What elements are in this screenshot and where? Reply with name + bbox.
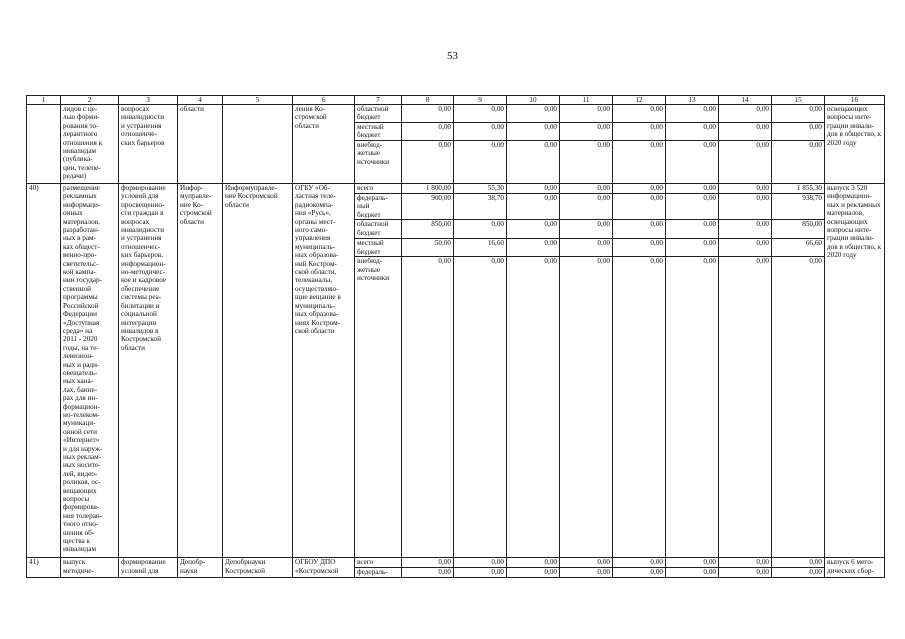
funding-value: 0,00 [560,194,613,220]
funding-value: 0,00 [560,123,613,141]
column-header-6: 6 [293,96,355,105]
funding-value: 0,00 [613,220,666,239]
funding-value: 0,00 [666,184,719,194]
expected-result: освещающих вопросы инте- грации инвали- дов в общество, к 2020 году [825,105,885,184]
funding-value: 0,00 [772,141,825,184]
column-header-13: 13 [666,96,719,105]
funding-value: 850,00 [772,220,825,239]
funding-value: 38,70 [454,194,507,220]
funding-value: 0,00 [772,568,825,578]
column-header-2: 2 [61,96,119,105]
funding-value: 0,00 [454,141,507,184]
event-goal: формирование условий для [119,558,178,578]
column-header-9: 9 [454,96,507,105]
column-header-12: 12 [613,96,666,105]
funding-value: 0,00 [454,220,507,239]
funding-value: 0,00 [402,141,454,184]
column-header-10: 10 [507,96,560,105]
funding-value: 0,00 [507,141,560,184]
event-name: выпуск методиче- [61,558,119,578]
funding-value: 0,00 [507,558,560,568]
funding-source-label: федераль- ный бюджет [355,194,402,220]
table-row [27,105,885,123]
funding-value: 1 800,00 [402,184,454,194]
responsible-executor: области [178,105,223,184]
funding-value: 0,00 [613,194,666,220]
funding-value: 0,00 [666,123,719,141]
expected-result: выпуск 3 520 информацион- ных и рекламных материалов, освещающих вопросы инте- грации инвали- дов в общество, к 2020 году [825,184,885,558]
funding-value: 0,00 [719,105,772,123]
funding-value: 0,00 [613,105,666,123]
funding-value: 0,00 [666,194,719,220]
funding-value: 0,00 [402,257,454,558]
funding-value: 0,00 [560,568,613,578]
column-header-16: 16 [825,96,885,105]
funding-source-label: всего [355,184,402,194]
funding-value: 0,00 [719,141,772,184]
funding-value: 0,00 [666,220,719,239]
funding-source-label: областной бюджет [355,220,402,239]
responsible-executor: Инфор- муправле- ние Ко- стромской области [178,184,223,558]
funding-value: 0,00 [507,194,560,220]
column-header-14: 14 [719,96,772,105]
event-goal: формирование условий для просвещенно- сти граждан в вопросах инвалидности и устранения отношенчес- ких барьеров, информацион- но-методичес- кое и кадровое обеспечение системы реа- билитации и социальной интеграции инвалидов в Костромской области [119,184,178,558]
funding-value: 0,00 [719,568,772,578]
funding-value: 0,00 [560,239,613,257]
funding-value: 0,00 [719,257,772,558]
funding-value: 900,00 [402,194,454,220]
funding-value: 850,00 [402,220,454,239]
event-name: лидов с це- лью форми- рования то- лерантного отношения к инвалидам (публика- ции, телепе- редачи) [61,105,119,184]
funding-value: 0,00 [772,123,825,141]
funding-value: 0,00 [719,123,772,141]
funding-value: 0,00 [666,105,719,123]
column-header-7: 7 [355,96,402,105]
funding-value: 0,00 [719,194,772,220]
funding-value: 0,00 [772,558,825,568]
funding-value: 938,70 [772,194,825,220]
event-name: размещение рекламных информаци- онных материалов, разработан- ных в рам- ках общест- венно-про- светительс- кой кампа- нии государ- ственной программы Российской Федерации «Доступная среда» на 2011 - 2020 годы, на те- левизион- ных и ради- овещатель- ных кана- лах, банне- рах для ин- формацион- но-телеком- муникаци- онной сети «Интернет» и для наруж- ных реклам- ных носите- лей, видео- роликов, ос- вещающих вопросы формирова- ния толеран- тного отно- шения об- щества к инвалидам [61,184,119,558]
funding-value: 16,60 [454,239,507,257]
funding-value: 0,00 [454,257,507,558]
funding-value: 0,00 [454,123,507,141]
funding-value: 0,00 [560,220,613,239]
column-header-3: 3 [119,96,178,105]
funding-source-label: областной бюджет [355,105,402,123]
funding-value: 0,00 [719,239,772,257]
funding-source-label: местный бюджет [355,123,402,141]
funding-value: 0,00 [613,558,666,568]
funding-source-label: внебюд- жетные источники [355,141,402,184]
participants: ОГБОУ ДПО «Костромской [293,558,355,578]
funding-value: 66,60 [772,239,825,257]
funding-value: 0,00 [507,105,560,123]
funding-value: 0,00 [666,558,719,568]
funding-value: 0,00 [560,558,613,568]
table-row [27,558,885,568]
coordinator [223,105,293,184]
funding-value: 0,00 [719,558,772,568]
funding-value: 0,00 [613,141,666,184]
funding-value: 0,00 [666,141,719,184]
funding-value: 0,00 [772,257,825,558]
funding-value: 0,00 [454,568,507,578]
program-table [26,95,885,578]
coordinator: Депобрнауки Костромской [223,558,293,578]
row-number: 41) [27,558,61,578]
funding-value: 0,00 [560,184,613,194]
column-header-4: 4 [178,96,223,105]
funding-source-label: федераль- [355,568,402,578]
funding-value: 0,00 [613,184,666,194]
funding-value: 0,00 [560,257,613,558]
funding-value: 0,00 [666,568,719,578]
funding-value: 0,00 [402,568,454,578]
funding-value: 0,00 [507,257,560,558]
funding-value: 0,00 [507,239,560,257]
column-header-15: 15 [772,96,825,105]
funding-value: 0,00 [613,257,666,558]
funding-value: 0,00 [719,184,772,194]
responsible-executor: Депобр- науки [178,558,223,578]
funding-value: 0,00 [560,105,613,123]
participants: ОГБУ «Об- ластная теле- радиокомпа- ния «Русь», органы мест- ного само- управления муниципаль- ных образова- ний Костром- ской области, телеканалы, осуществляю- щие вещание в муниципаль- ных образова- ниях Костром- ской области [293,184,355,558]
funding-source-label: всего [355,558,402,568]
funding-value: 0,00 [613,123,666,141]
event-goal: вопросах инвалидности и устранения отношенче- ских барьеров [119,105,178,184]
funding-value: 0,00 [613,568,666,578]
funding-value: 0,00 [613,239,666,257]
column-header-8: 8 [402,96,454,105]
funding-source-label: внебюд- жетные источники [355,257,402,558]
row-number [27,105,61,184]
funding-value: 55,30 [454,184,507,194]
funding-value: 0,00 [507,123,560,141]
row-number: 40) [27,184,61,558]
funding-value: 0,00 [666,257,719,558]
funding-source-label: местный бюджет [355,239,402,257]
column-header-1: 1 [27,96,61,105]
funding-value: 0,00 [772,105,825,123]
funding-value: 0,00 [507,184,560,194]
funding-value: 0,00 [666,239,719,257]
page-number: 53 [447,50,458,62]
funding-value: 50,00 [402,239,454,257]
funding-value: 1 855,30 [772,184,825,194]
funding-value: 0,00 [402,558,454,568]
participants: ления Ко- стромской области [293,105,355,184]
coordinator: Информуправле- ние Костромской области [223,184,293,558]
funding-value: 0,00 [402,123,454,141]
funding-value: 0,00 [507,220,560,239]
funding-value: 0,00 [402,105,454,123]
funding-value: 0,00 [560,141,613,184]
column-number-row [27,96,885,105]
expected-result: выпуск 6 мето- дических сбор- [825,558,885,578]
table-row [27,184,885,194]
funding-value: 0,00 [719,220,772,239]
column-header-5: 5 [223,96,293,105]
column-header-11: 11 [560,96,613,105]
funding-value: 0,00 [507,568,560,578]
funding-value: 0,00 [454,558,507,568]
funding-value: 0,00 [454,105,507,123]
